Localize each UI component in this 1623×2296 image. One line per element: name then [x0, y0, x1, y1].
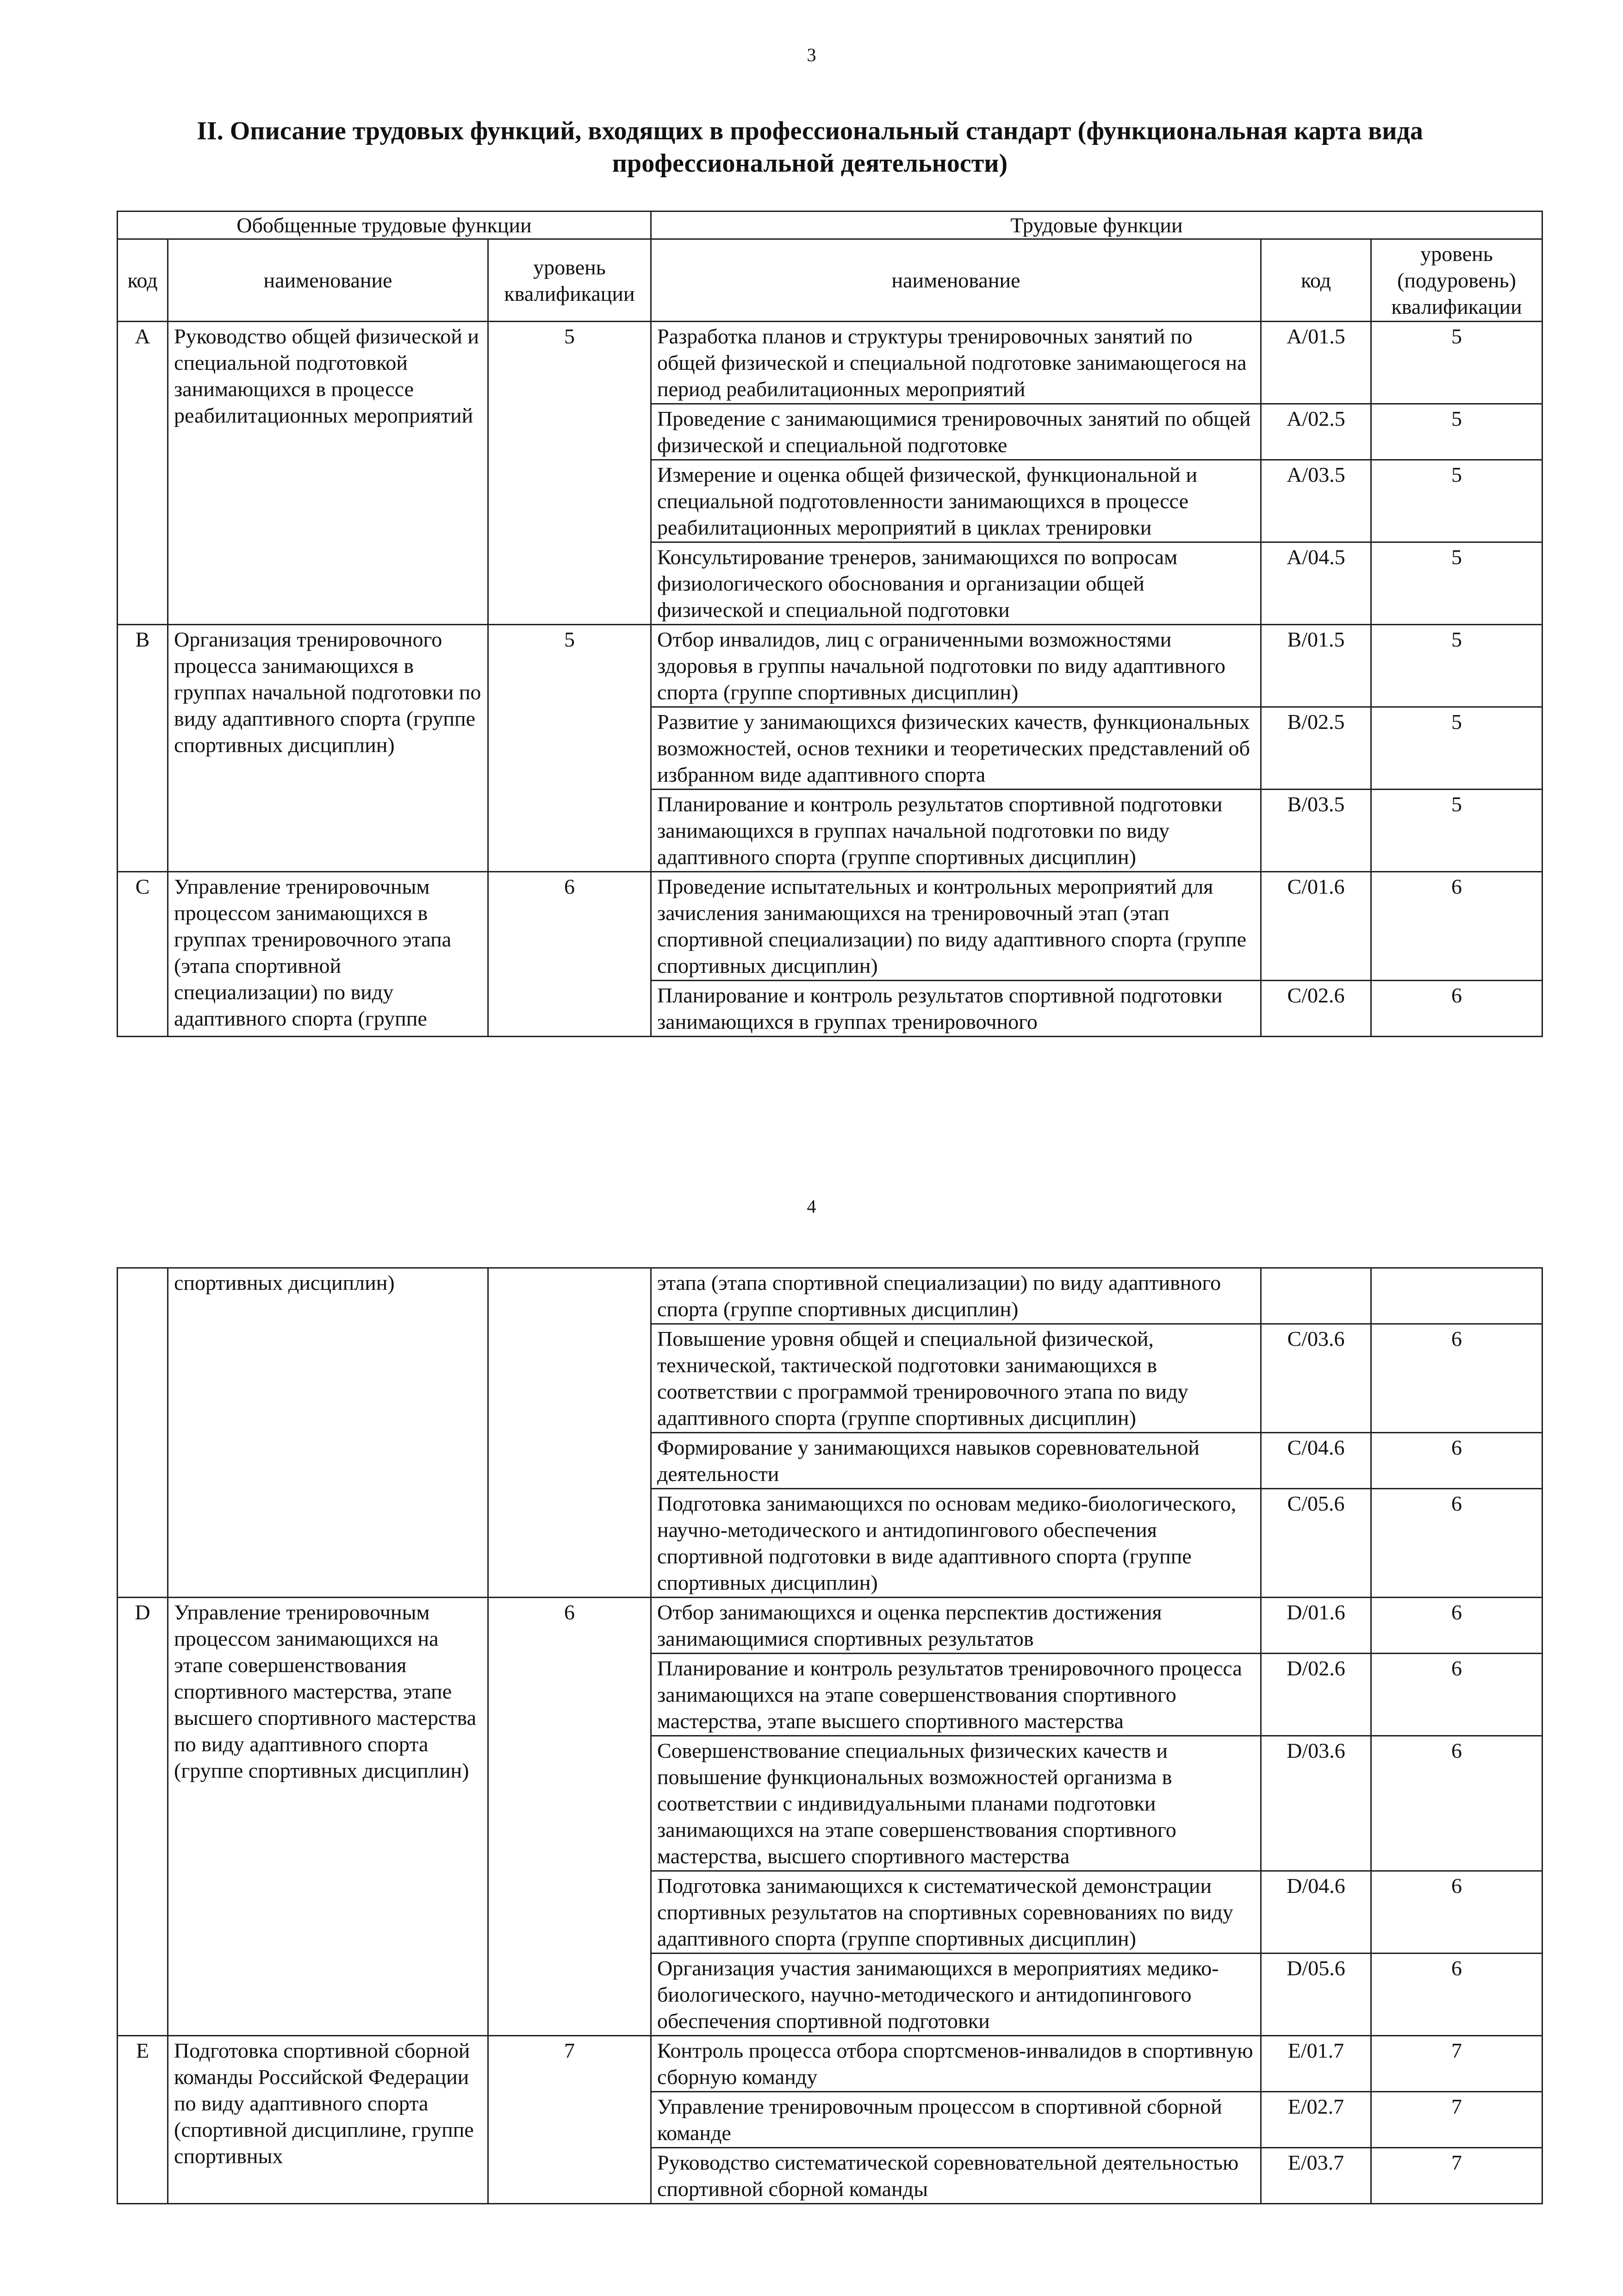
generalized-function-level: 5	[488, 625, 651, 872]
generalized-function-level: 6	[488, 872, 651, 1037]
generalized-function-code: C	[118, 872, 168, 1037]
labor-function-code: A/02.5	[1261, 404, 1371, 460]
labor-function-name: Подготовка занимающихся по основам медико-биологического, научно-методического и антидопингового обеспечения спортивной подготовки в виде адаптивного спорта (группе спортивных дисциплин)	[651, 1489, 1261, 1598]
labor-function-name: Планирование и контроль результатов тренировочного процесса занимающихся на этапе совершенствования спортивного мастерства, этапе высшего спортивного мастерства	[651, 1654, 1261, 1736]
generalized-function-code	[118, 1268, 168, 1598]
labor-function-level: 6	[1371, 1489, 1542, 1598]
labor-function-level	[1371, 1268, 1542, 1324]
generalized-function-name: Руководство общей физической и специальной подготовкой занимающихся в процессе реабилитационных мероприятий	[168, 322, 488, 625]
labor-function-name: Консультирование тренеров, занимающихся по вопросам физиологического обоснования и организации общей физической и специальной подготовки	[651, 542, 1261, 625]
table-row	[118, 2036, 1542, 2092]
table-body-page-3	[118, 322, 1542, 1037]
header-level: уровень квалификации	[488, 239, 651, 322]
labor-function-code: B/02.5	[1261, 707, 1371, 790]
labor-function-level: 6	[1371, 1736, 1542, 1871]
labor-function-level: 5	[1371, 790, 1542, 872]
functional-map-table-page-3	[117, 211, 1543, 1037]
labor-function-level: 6	[1371, 981, 1542, 1037]
labor-function-code: D/03.6	[1261, 1736, 1371, 1871]
labor-function-code: D/01.6	[1261, 1598, 1371, 1654]
labor-function-name: Измерение и оценка общей физической, функциональной и специальной подготовленности занимающихся в процессе реабилитационных мероприятий в циклах тренировки	[651, 460, 1261, 542]
labor-function-level: 6	[1371, 1598, 1542, 1654]
labor-function-code: C/02.6	[1261, 981, 1371, 1037]
labor-function-name: Контроль процесса отбора спортсменов-инвалидов в спортивную сборную команду	[651, 2036, 1261, 2092]
header-tf-level: уровень (подуровень) квалификации	[1371, 239, 1542, 322]
labor-function-level: 5	[1371, 404, 1542, 460]
generalized-function-code: E	[118, 2036, 168, 2204]
labor-function-code: A/04.5	[1261, 542, 1371, 625]
table-row	[118, 1268, 1542, 1324]
labor-function-code: B/01.5	[1261, 625, 1371, 707]
labor-function-code: C/04.6	[1261, 1433, 1371, 1489]
labor-function-level: 5	[1371, 542, 1542, 625]
labor-function-name: Отбор занимающихся и оценка перспектив достижения занимающимися спортивных результатов	[651, 1598, 1261, 1654]
labor-function-level: 6	[1371, 1954, 1542, 2036]
labor-function-name: Планирование и контроль результатов спортивной подготовки занимающихся в группах начальной подготовки по виду адаптивного спорта (группе спортивных дисциплин)	[651, 790, 1261, 872]
table-body-page-4	[118, 1268, 1542, 2204]
labor-function-name: Разработка планов и структуры тренировочных занятий по общей физической и специальной подготовке занимающегося на период реабилитационных мероприятий	[651, 322, 1261, 404]
labor-function-name: Совершенствование специальных физических качеств и повышение функциональных возможностей организма в соответствии с индивидуальными планами подготовки занимающихся на этапе совершенствования спортивного мастерства, высшего спортивного мастерства	[651, 1736, 1261, 1871]
labor-function-level: 6	[1371, 1433, 1542, 1489]
labor-function-name: Планирование и контроль результатов спортивной подготовки занимающихся в группах тренировочного	[651, 981, 1261, 1037]
labor-function-level: 6	[1371, 1324, 1542, 1433]
labor-function-code: D/04.6	[1261, 1871, 1371, 1954]
labor-function-code: C/03.6	[1261, 1324, 1371, 1433]
labor-function-name: Проведение испытательных и контрольных мероприятий для зачисления занимающихся на тренировочный этап (этап спортивной специализации) по виду адаптивного спорта (группе спортивных дисциплин)	[651, 872, 1261, 981]
labor-function-level: 7	[1371, 2148, 1542, 2204]
labor-function-name: Развитие у занимающихся физических качеств, функциональных возможностей, основ техники и теоретических представлений об избранном виде адаптивного спорта	[651, 707, 1261, 790]
labor-function-code: D/02.6	[1261, 1654, 1371, 1736]
generalized-function-level: 6	[488, 1598, 651, 2036]
labor-function-name: Управление тренировочным процессом в спортивной сборной команде	[651, 2092, 1261, 2148]
labor-function-code: E/03.7	[1261, 2148, 1371, 2204]
page-number: 4	[807, 1196, 816, 1217]
labor-function-name: Организация участия занимающихся в мероприятиях медико-биологического, научно-методического и антидопингового обеспечения спортивной подготовки	[651, 1954, 1261, 2036]
labor-function-level: 5	[1371, 460, 1542, 542]
labor-function-level: 5	[1371, 322, 1542, 404]
labor-function-level: 5	[1371, 707, 1542, 790]
generalized-function-name: Управление тренировочным процессом занимающихся в группах тренировочного этапа (этапа спортивной специализации) по виду адаптивного спорта (группе	[168, 872, 488, 1037]
header-tf-name: наименование	[651, 239, 1261, 322]
generalized-function-code: D	[118, 1598, 168, 2036]
labor-function-level: 6	[1371, 872, 1542, 981]
labor-function-name: Формирование у занимающихся навыков соревновательной деятельности	[651, 1433, 1261, 1489]
table-row	[118, 1598, 1542, 1654]
labor-function-code: D/05.6	[1261, 1954, 1371, 2036]
table-row	[118, 322, 1542, 404]
generalized-function-level: 5	[488, 322, 651, 625]
labor-function-code: E/02.7	[1261, 2092, 1371, 2148]
generalized-function-level	[488, 1268, 651, 1598]
section-heading: II. Описание трудовых функций, входящих в профессиональный стандарт (функциональная карта вида профессиональной деятельности)	[197, 117, 1423, 178]
generalized-function-level: 7	[488, 2036, 651, 2204]
header-code: код	[118, 239, 168, 322]
labor-function-name: Руководство систематической соревновательной деятельностью спортивной сборной команды	[651, 2148, 1261, 2204]
labor-function-name: Отбор инвалидов, лиц с ограниченными возможностями здоровья в группы начальной подготовки по виду адаптивного спорта (группе спортивных дисциплин)	[651, 625, 1261, 707]
labor-function-code: C/01.6	[1261, 872, 1371, 981]
labor-function-level: 7	[1371, 2036, 1542, 2092]
labor-function-level: 6	[1371, 1654, 1542, 1736]
labor-function-level: 7	[1371, 2092, 1542, 2148]
functional-map-table-page-4	[117, 1267, 1543, 2204]
labor-function-name: Проведение с занимающимися тренировочных занятий по общей физической и специальной подготовке	[651, 404, 1261, 460]
labor-function-code	[1261, 1268, 1371, 1324]
table-row	[118, 625, 1542, 707]
labor-function-name: этапа (этапа спортивной специализации) по виду адаптивного спорта (группе спортивных дисциплин)	[651, 1268, 1261, 1324]
labor-function-level: 6	[1371, 1871, 1542, 1954]
labor-function-level: 5	[1371, 625, 1542, 707]
table-row	[118, 872, 1542, 981]
generalized-function-name: Организация тренировочного процесса занимающихся в группах начальной подготовки по виду адаптивного спорта (группе спортивных дисциплин)	[168, 625, 488, 872]
header-generalized-functions: Обобщенные трудовые функции	[118, 212, 651, 239]
generalized-function-name: спортивных дисциплин)	[168, 1268, 488, 1598]
generalized-function-code: B	[118, 625, 168, 872]
labor-function-code: A/01.5	[1261, 322, 1371, 404]
generalized-function-code: A	[118, 322, 168, 625]
labor-function-code: C/05.6	[1261, 1489, 1371, 1598]
labor-function-name: Повышение уровня общей и специальной физической, технической, тактической подготовки занимающихся в соответствии с программой тренировочного этапа по виду адаптивного спорта (группе спортивных дисциплин)	[651, 1324, 1261, 1433]
header-tf-code: код	[1261, 239, 1371, 322]
labor-function-code: B/03.5	[1261, 790, 1371, 872]
generalized-function-name: Управление тренировочным процессом занимающихся на этапе совершенствования спортивного мастерства, этапе высшего спортивного мастерства по виду адаптивного спорта (группе спортивных дисциплин)	[168, 1598, 488, 2036]
page-number: 3	[807, 44, 816, 65]
labor-function-code: A/03.5	[1261, 460, 1371, 542]
labor-function-name: Подготовка занимающихся к систематической демонстрации спортивных результатов на спортивных соревнованиях по виду адаптивного спорта (группе спортивных дисциплин)	[651, 1871, 1261, 1954]
labor-function-code: E/01.7	[1261, 2036, 1371, 2092]
header-labor-functions: Трудовые функции	[651, 212, 1542, 239]
generalized-function-name: Подготовка спортивной сборной команды Российской Федерации по виду адаптивного спорта (спортивной дисциплине, группе спортивных	[168, 2036, 488, 2204]
header-name: наименование	[168, 239, 488, 322]
